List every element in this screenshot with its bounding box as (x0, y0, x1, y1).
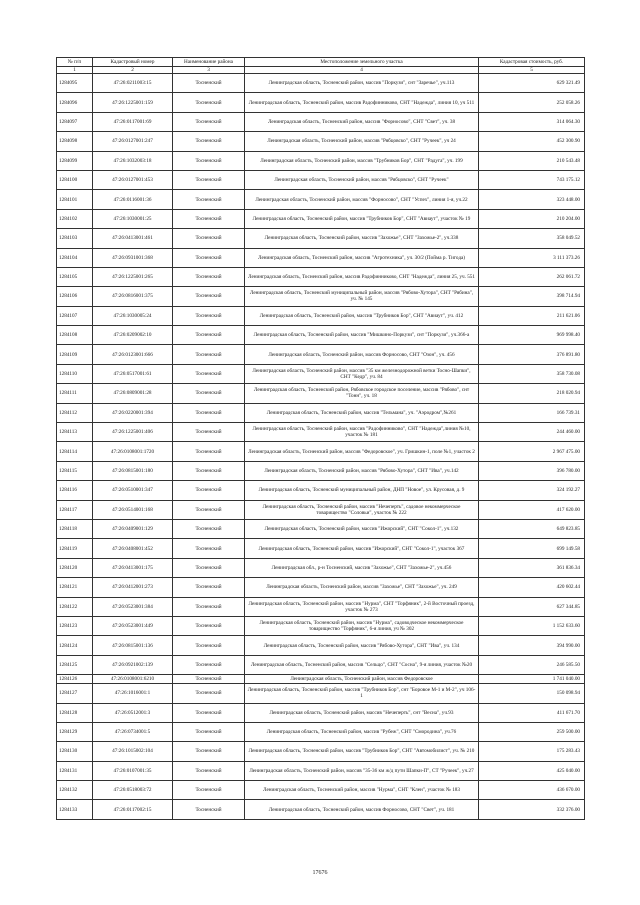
location-cell: Ленинградская область, Тосненский район, массив "35-36 км ж/д пути Шапки-П", СТ "Ручеек", уч.27 (245, 761, 479, 780)
cadastral-number-cell: 47:26:0127001:247 (93, 132, 173, 151)
cadastral-number-cell: 47:26:0408001:452 (93, 539, 173, 558)
cadastral-value-cell: 743 175.12 (479, 170, 585, 189)
district-cell: Тосненский (173, 93, 245, 112)
cadastral-number-cell: 47:26:0809001:28 (93, 384, 173, 403)
cadastral-number-cell: 47:26:0815001:136 (93, 636, 173, 655)
cadastral-number-cell: 47:26:0931001:368 (93, 248, 173, 267)
table-row (57, 345, 585, 364)
location-cell: Ленинградская область, Тосненский район, массив "Трубников Бор", СНТ "Автомобилист", уч. № 210 (245, 742, 479, 761)
cadastral-value-cell: 358 730.08 (479, 364, 585, 383)
cadastral-number-cell: 47:26:1015002:104 (93, 742, 173, 761)
row-number-cell: 1284112 (57, 403, 93, 422)
row-number-cell: 1284117 (57, 500, 93, 519)
row-number-cell: 1284097 (57, 112, 93, 131)
cadastral-value-cell: 452 300.90 (479, 132, 585, 151)
header-row-number: № п/п (57, 58, 93, 67)
cadastral-number-cell: 47:26:0220001:394 (93, 403, 173, 422)
cadastral-number-cell: 47:26:1225001:159 (93, 93, 173, 112)
district-cell: Тосненский (173, 636, 245, 655)
table-row (57, 761, 585, 780)
district-cell: Тосненский (173, 170, 245, 189)
district-cell: Тосненский (173, 675, 245, 684)
column-number: 1 (57, 67, 93, 74)
row-number-cell: 1284120 (57, 558, 93, 577)
column-number: 5 (479, 67, 585, 74)
cadastral-number-cell: 47:26:0510001:347 (93, 481, 173, 500)
cadastral-value-cell: 3 111 373.26 (479, 248, 585, 267)
row-number-cell: 1284129 (57, 722, 93, 741)
district-cell: Тосненский (173, 684, 245, 703)
table-row (57, 384, 585, 403)
table-row (57, 539, 585, 558)
row-number-cell: 1284122 (57, 597, 93, 616)
location-cell: Ленинградская область, Тосненский район, массив "Нечеперть", садовое некоммерческое товарищество "Соловьи", участок № 222 (245, 500, 479, 519)
district-cell: Тосненский (173, 403, 245, 422)
table-row (57, 151, 585, 170)
table-row (57, 703, 585, 722)
cadastral-value-cell: 629 321.49 (479, 74, 585, 93)
location-cell: Ленинградская область, Тосненский район, массив "Захожье", СНТ "Захожье-2", уч.338 (245, 229, 479, 248)
district-cell: Тосненский (173, 384, 245, 403)
cadastral-value-cell: 259 500.00 (479, 722, 585, 741)
cadastral-value-cell: 436 670.00 (479, 781, 585, 800)
row-number-cell: 1284105 (57, 267, 93, 286)
row-number-cell: 1284131 (57, 761, 93, 780)
district-cell: Тосненский (173, 800, 245, 819)
location-cell: Ленинградская область, Тосненский район, массив "Рябцовско", СНТ "Ручеек", уч 24 (245, 132, 479, 151)
cadastral-value-cell: 376 891.80 (479, 345, 585, 364)
table-row (57, 722, 585, 741)
column-number: 4 (245, 67, 479, 74)
row-number-cell: 1284107 (57, 306, 93, 325)
cadastral-value-cell: 246 585.50 (479, 655, 585, 674)
location-cell: Ленинградская область, Тосненский район, массив "Нурма", СНТ "Торфяник", 2-й Восточный проезд, участок № 273 (245, 597, 479, 616)
page-number: 17676 (312, 870, 328, 876)
location-cell: Ленинградская область, Тосненский район, массив "Сельцо", СНТ "Сосна", 9-я линия, участок №20 (245, 655, 479, 674)
cadastral-number-cell: 47:26:0523001:449 (93, 616, 173, 635)
cadastral-number-cell: 47:26:0108001:1720 (93, 442, 173, 461)
cadastral-value-cell: 394 990.00 (479, 636, 585, 655)
district-cell: Тосненский (173, 781, 245, 800)
cadastral-value-cell: 218 020.94 (479, 384, 585, 403)
table-body (57, 74, 585, 820)
cadastral-value-cell: 699 149.58 (479, 539, 585, 558)
table-row (57, 781, 585, 800)
table-row (57, 209, 585, 228)
cadastral-value-cell: 210 543.48 (479, 151, 585, 170)
cadastral-value-cell: 175 283.43 (479, 742, 585, 761)
row-number-cell: 1284121 (57, 578, 93, 597)
table-row (57, 675, 585, 684)
district-cell: Тосненский (173, 248, 245, 267)
cadastral-number-cell: 47:26:1016001:1 (93, 684, 173, 703)
table-row (57, 93, 585, 112)
location-cell: Ленинградская обл., р-н Тосненский, массив "Захожье", СНТ "Захожье-2", уч.456 (245, 558, 479, 577)
table-row (57, 287, 585, 306)
district-cell: Тосненский (173, 597, 245, 616)
cadastral-value-cell: 358 049.52 (479, 229, 585, 248)
row-number-cell: 1284119 (57, 539, 93, 558)
table-row (57, 306, 585, 325)
cadastral-number-cell: 47:26:0117002:15 (93, 800, 173, 819)
cadastral-number-cell: 47:26:0413001:461 (93, 229, 173, 248)
location-cell: Ленинградская область, Тосненский район, массив "Трубников Бор", снт "Боровое М-1 и М-2", уч 106-1 (245, 684, 479, 703)
row-number-cell: 1284123 (57, 616, 93, 635)
district-cell: Тосненский (173, 655, 245, 674)
cadastral-number-cell: 47:26:0514001:168 (93, 500, 173, 519)
district-cell: Тосненский (173, 267, 245, 286)
row-number-cell: 1284132 (57, 781, 93, 800)
row-number-cell: 1284128 (57, 703, 93, 722)
header-location: Местоположение земельного участка (245, 58, 479, 67)
table-row (57, 190, 585, 209)
district-cell: Тосненский (173, 461, 245, 480)
location-cell: Ленинградская область, Тосненский район, массив "Нурма", садоводческое некоммерческое товарищество "Торфяник", 6-я линия, уч № 302 (245, 616, 479, 635)
cadastral-number-cell: 47:26:0409001:129 (93, 519, 173, 538)
row-number-cell: 1284100 (57, 170, 93, 189)
location-cell: Ленинградская область, Тосненский район, массив "Радофинниково", СНТ "Надежда",линия №10, участок № 181 (245, 423, 479, 442)
cadastral-number-cell: 47:26:0523001:384 (93, 597, 173, 616)
cadastral-number-cell: 47:26:0209002:10 (93, 326, 173, 345)
location-cell: Ленинградская область, Тосненский район, массив Форносово, СНТ "Озон", уч. 456 (245, 345, 479, 364)
cadastral-value-cell: 323 448.00 (479, 190, 585, 209)
cadastral-value-cell: 649 823.85 (479, 519, 585, 538)
location-cell: Ленинградская область, Тосненский район, массив "Трубников Бор", СНТ "Авиаут", уч. 412 (245, 306, 479, 325)
table-row (57, 112, 585, 131)
row-number-cell: 1284102 (57, 209, 93, 228)
row-number-cell: 1284127 (57, 684, 93, 703)
district-cell: Тосненский (173, 423, 245, 442)
cadastral-value-cell: 150 098.94 (479, 684, 585, 703)
table-row (57, 74, 585, 93)
cadastral-number-cell: 47:26:0815001:180 (93, 461, 173, 480)
district-cell: Тосненский (173, 306, 245, 325)
cadastral-number-cell: 47:26:0517001:61 (93, 364, 173, 383)
location-cell: Ленинградская область, Тосненский район, Рябовское городское поселение, массив "Рябово", снт "Тонн", уч. 18 (245, 384, 479, 403)
table-row (57, 558, 585, 577)
cadastral-number-cell: 47:26:0107001:35 (93, 761, 173, 780)
table-row (57, 597, 585, 616)
row-number-cell: 1284104 (57, 248, 93, 267)
cadastral-number-cell: 47:26:0117001:69 (93, 112, 173, 131)
location-cell: Ленинградская область, Тосненский район, массив "Форносово", СНТ "Успех", линия 1-я, уч.22 (245, 190, 479, 209)
cadastral-value-cell: 210 204.00 (479, 209, 585, 228)
location-cell: Ленинградская область, Тосненский район, массив Федоровское (245, 675, 479, 684)
table-row (57, 684, 585, 703)
location-cell: Ленинградская область, Тосненский район, массив "Форносово", СНТ "Свет", уч. 38 (245, 112, 479, 131)
row-number-cell: 1284116 (57, 481, 93, 500)
table-row (57, 800, 585, 819)
location-cell: Ленинградская область, Тосненский район, массив "Рябово-Хутора", СНТ "Ива", уч.142 (245, 461, 479, 480)
district-cell: Тосненский (173, 209, 245, 228)
location-cell: Ленинградская область, Тосненский район, массив "Поркузи", снт "Заречье", уч.113 (245, 74, 479, 93)
district-cell: Тосненский (173, 364, 245, 383)
row-number-cell: 1284124 (57, 636, 93, 655)
cadastral-value-cell: 1 741 040.00 (479, 675, 585, 684)
location-cell: Ленинградская область, Тосненский район, массив "Рубеж", СНТ "Смородина", уч.76 (245, 722, 479, 741)
district-cell: Тосненский (173, 519, 245, 538)
table-row (57, 267, 585, 286)
district-cell: Тосненский (173, 74, 245, 93)
row-number-cell: 1284113 (57, 423, 93, 442)
district-cell: Тосненский (173, 703, 245, 722)
cadastral-number-cell: 47:26:1225001:406 (93, 423, 173, 442)
row-number-cell: 1284103 (57, 229, 93, 248)
row-number-cell: 1284108 (57, 326, 93, 345)
cadastral-value-cell: 417 620.00 (479, 500, 585, 519)
table-row (57, 248, 585, 267)
cadastral-value-cell: 969 998.40 (479, 326, 585, 345)
location-cell: Ленинградская область, Тосненский муниципальный район, ДНП "Новое", ул. Крусовая, д. 9 (245, 481, 479, 500)
cadastral-value-cell: 420 602.44 (479, 578, 585, 597)
location-cell: Ленинградская область, Тосненский район, массив "Федоровское", уч. Гришкин-1, поле №1, участок 2 (245, 442, 479, 461)
cadastral-number-cell: 47:26:0734001:5 (93, 722, 173, 741)
cadastral-number-cell: 47:26:1225001:265 (93, 267, 173, 286)
location-cell: Ленинградская область, Тосненский район, массив "35 км железнодорожной ветки Тосно-Шапки", СНТ "Кедр", уч. 84 (245, 364, 479, 383)
cadastral-value-cell: 627 344.85 (479, 597, 585, 616)
row-number-cell: 1284101 (57, 190, 93, 209)
cadastral-value-cell: 166 739.31 (479, 403, 585, 422)
table-row (57, 742, 585, 761)
row-number-cell: 1284099 (57, 151, 93, 170)
header-cadastral-number: Кадастровый номер (93, 58, 173, 67)
district-cell: Тосненский (173, 742, 245, 761)
district-cell: Тосненский (173, 112, 245, 131)
table-row (57, 423, 585, 442)
row-number-cell: 1284130 (57, 742, 93, 761)
row-number-cell: 1284095 (57, 74, 93, 93)
table-header-row (57, 58, 585, 67)
cadastral-number-cell: 47:26:0108001:6210 (93, 675, 173, 684)
district-cell: Тосненский (173, 287, 245, 306)
cadastral-number-cell: 47:26:0127001:453 (93, 170, 173, 189)
cadastral-value-cell: 1 152 633.60 (479, 616, 585, 635)
district-cell: Тосненский (173, 132, 245, 151)
table-row (57, 636, 585, 655)
cadastral-number-cell: 47:26:1030001:25 (93, 209, 173, 228)
location-cell: Ленинградская область, Тосненский район, массив "Мишкино-Поркузи", снт "Поркузи", уч.366-а (245, 326, 479, 345)
cadastral-value-cell: 361 836.34 (479, 558, 585, 577)
location-cell: Ленинградская область, Тосненский район, массив "Агротехника", уч. 30/2 (Пойма р. Тигода) (245, 248, 479, 267)
table-row (57, 170, 585, 189)
table-row (57, 403, 585, 422)
column-numbers-row (57, 67, 585, 74)
cadastral-value-cell: 324 192.27 (479, 481, 585, 500)
table-row (57, 364, 585, 383)
location-cell: Ленинградская область, Тосненский район, массив "Тельмана", уч. "Аэродром",№261 (245, 403, 479, 422)
row-number-cell: 1284096 (57, 93, 93, 112)
location-cell: Ленинградская область, Тосненский район, массив "Захожье", СНТ "Захожье", уч. 249 (245, 578, 479, 597)
header-cadastral-value: Кадастровая стоимость, руб. (479, 58, 585, 67)
row-number-cell: 1284109 (57, 345, 93, 364)
cadastral-value-table (56, 57, 585, 820)
cadastral-number-cell: 47:26:0211003:15 (93, 74, 173, 93)
location-cell: Ленинградская область, Тосненский район, массив Форносово, СНТ "Свет", уч. 181 (245, 800, 479, 819)
district-cell: Тосненский (173, 345, 245, 364)
cadastral-number-cell: 47:26:0816001:375 (93, 287, 173, 306)
district-cell: Тосненский (173, 442, 245, 461)
location-cell: Ленинградская область, Тосненский район, массив "Трубников Бор", СНТ "Радуга", уч. 199 (245, 151, 479, 170)
cadastral-value-cell: 211 621.06 (479, 306, 585, 325)
cadastral-value-cell: 396 780.00 (479, 461, 585, 480)
cadastral-number-cell: 47:26:0512001:3 (93, 703, 173, 722)
cadastral-number-cell: 47:26:1032003:18 (93, 151, 173, 170)
cadastral-value-cell: 314 064.30 (479, 112, 585, 131)
column-number: 3 (173, 67, 245, 74)
district-cell: Тосненский (173, 481, 245, 500)
table-row (57, 519, 585, 538)
cadastral-value-cell: 332 376.00 (479, 800, 585, 819)
table-row (57, 655, 585, 674)
cadastral-number-cell: 47:26:1030005:24 (93, 306, 173, 325)
table-row (57, 229, 585, 248)
cadastral-value-cell: 244 460.00 (479, 423, 585, 442)
row-number-cell: 1284110 (57, 364, 93, 383)
cadastral-number-cell: 47:26:0412001:273 (93, 578, 173, 597)
row-number-cell: 1284111 (57, 384, 93, 403)
table-row (57, 132, 585, 151)
row-number-cell: 1284114 (57, 442, 93, 461)
location-cell: Ленинградская область, Тосненский район, массив "Ижорский", СНТ "Сокол-1", уч.132 (245, 519, 479, 538)
row-number-cell: 1284133 (57, 800, 93, 819)
cadastral-value-cell: 252 058.26 (479, 93, 585, 112)
row-number-cell: 1284125 (57, 655, 93, 674)
cadastral-number-cell: 47:26:0413001:175 (93, 558, 173, 577)
location-cell: Ленинградская область, Тосненский муниципальный район, массив "Рябово-Хутора", СНТ "Рябина", уч. № 145 (245, 287, 479, 306)
district-cell: Тосненский (173, 558, 245, 577)
cadastral-value-cell: 262 061.72 (479, 267, 585, 286)
document-sheet (56, 57, 584, 820)
district-cell: Тосненский (173, 151, 245, 170)
district-cell: Тосненский (173, 539, 245, 558)
location-cell: Ленинградская область, Тосненский район, массив Радофинниково, СНТ "Надежда", линия 10, уч 511 (245, 93, 479, 112)
district-cell: Тосненский (173, 190, 245, 209)
location-cell: Ленинградская область, Тосненский район, массив "Ижорский", СНТ "Сокол-1", участок 367 (245, 539, 479, 558)
cadastral-number-cell: 47:26:0123001:666 (93, 345, 173, 364)
district-cell: Тосненский (173, 722, 245, 741)
location-cell: Ленинградская область, Тосненский район, массив "Рябцовско", СНТ "Ручеек" (245, 170, 479, 189)
row-number-cell: 1284098 (57, 132, 93, 151)
district-cell: Тосненский (173, 326, 245, 345)
district-cell: Тосненский (173, 578, 245, 597)
location-cell: Ленинградская область, Тосненский район, массив Радофинниково, СНТ "Надежда", линия 25, уч. 551 (245, 267, 479, 286)
district-cell: Тосненский (173, 616, 245, 635)
table-row (57, 500, 585, 519)
location-cell: Ленинградская область, Тосненский район, массив "Рябово-Хутора", СНТ "Ива", уч. 134 (245, 636, 479, 655)
cadastral-value-cell: 411 671.70 (479, 703, 585, 722)
cadastral-number-cell: 47:26:0921002:139 (93, 655, 173, 674)
row-number-cell: 1284106 (57, 287, 93, 306)
row-number-cell: 1284126 (57, 675, 93, 684)
location-cell: Ленинградская область, Тосненский район, массив "Трубников Бор", СНТ "Авиаут", участок № 19 (245, 209, 479, 228)
cadastral-value-cell: 2 967 475.00 (479, 442, 585, 461)
row-number-cell: 1284115 (57, 461, 93, 480)
location-cell: Ленинградская область, Тосненский район, массив "Нурма", СНТ "Клен", участок № 183 (245, 781, 479, 800)
location-cell: Ленинградская область, Тосненский район, массив "Нечеперть", снт "Весна", уч.93 (245, 703, 479, 722)
table-row (57, 616, 585, 635)
table-row (57, 442, 585, 461)
district-cell: Тосненский (173, 761, 245, 780)
table-row (57, 326, 585, 345)
table-row (57, 461, 585, 480)
cadastral-number-cell: 47:26:0518003:72 (93, 781, 173, 800)
district-cell: Тосненский (173, 500, 245, 519)
cadastral-number-cell: 47:26:0116001:36 (93, 190, 173, 209)
row-number-cell: 1284118 (57, 519, 93, 538)
cadastral-value-cell: 398 714.94 (479, 287, 585, 306)
cadastral-value-cell: 425 040.00 (479, 761, 585, 780)
table-row (57, 578, 585, 597)
column-number: 2 (93, 67, 173, 74)
table-row (57, 481, 585, 500)
district-cell: Тосненский (173, 229, 245, 248)
header-district: Наименование района (173, 58, 245, 67)
